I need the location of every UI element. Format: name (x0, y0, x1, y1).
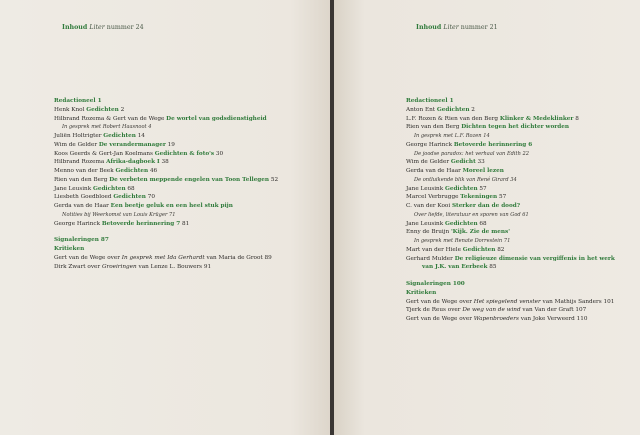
toc-review (54, 263, 324, 272)
entry-title: Betoverde herinnering 7 (101, 220, 181, 227)
entry-title: Klinker & Medeklinker (499, 115, 574, 122)
section-title: Kritieken (54, 246, 85, 252)
page-number: 68 (479, 220, 487, 227)
toc-subtitle (406, 176, 636, 185)
reviewed-work-author: van Van der Graft (522, 307, 574, 314)
entry-subtitle: In gesprek met Robert Haasnoot (62, 124, 147, 131)
toc-entry (406, 106, 636, 115)
page-number: 52 (270, 176, 279, 183)
reviewed-work-author: van Lenze L. Bouwers (138, 263, 203, 270)
entry-author: Wim de Gelder (406, 159, 450, 166)
entry-title: Gedichten (86, 106, 119, 113)
entry-title: Gedichten (92, 185, 126, 192)
entry-title: De verandermanager (98, 141, 166, 148)
entry-title: Gedichten (103, 133, 136, 139)
toc-entry (54, 220, 324, 229)
entry-author: Jane Leusink (406, 220, 444, 227)
toc-entry (406, 228, 636, 237)
page-number: 101 (603, 298, 615, 305)
toc-subtitle (54, 211, 324, 220)
section-title: Redactioneel (406, 98, 448, 104)
page-number: 14 (483, 133, 490, 139)
entry-author: Koos Geerds & Gert-Jan Koelmans (54, 150, 153, 157)
toc-section-heading (406, 289, 636, 298)
toc-entry (406, 185, 636, 194)
page-number: 82 (497, 246, 505, 253)
toc-entry (54, 150, 324, 159)
reviewed-work-author: van Maria de Groot (206, 254, 263, 261)
toc-subtitle (406, 211, 636, 220)
entry-title: Gedichten (462, 246, 496, 253)
review-author: Gert van de Wege (406, 316, 458, 322)
entry-title: Gedichten (444, 220, 478, 227)
review-connector: over (459, 298, 472, 305)
entry-author: Menno van der Beek (54, 168, 114, 174)
reviewed-work-author: van Joke Verweerd (520, 316, 575, 322)
page-number: 38 (161, 159, 169, 166)
review-author: Gert van de Wege (406, 298, 458, 305)
reviewed-work: De weg van de wind (462, 307, 521, 314)
reviewed-work: Het spiegelend venster (473, 298, 541, 305)
page-number: 107 (575, 307, 587, 314)
toc-section-heading (54, 97, 324, 106)
review-author: Dirk Zwart (54, 263, 86, 270)
entry-author: Hilbrand Rozema (54, 159, 105, 166)
entry-author: Wim de Gelder (54, 141, 98, 148)
reviewed-work: In gesprek met Ida Gerhardt (121, 254, 205, 261)
entry-subtitle: In gesprek met L.F. Rozen (414, 133, 482, 139)
toc-review (54, 254, 324, 263)
header-issue: nummer 21 (460, 24, 498, 31)
entry-author: C. van der Kooi (406, 203, 451, 209)
entry-author: Gerda van de Haar (54, 203, 109, 209)
page-number: 100 (452, 281, 465, 287)
toc-subtitle (406, 132, 636, 141)
page-number: 33 (477, 159, 485, 166)
entry-title: Gedichten (113, 194, 146, 201)
entry-title: De verbeten meppende engelen van Toon Tellegen (109, 176, 270, 183)
entry-title: Tekeningen (460, 194, 498, 201)
toc-entry (406, 167, 636, 176)
entry-subtitle: De joodse paradox: het verhaal van Edith (414, 150, 521, 157)
header-label: Inhoud (62, 24, 88, 31)
section-title: Signaleringen (406, 281, 451, 287)
page-number: 2 (120, 106, 125, 113)
toc-subtitle (54, 123, 324, 132)
entry-subtitle: Over liefde, literatuur en sporen van God (414, 211, 521, 218)
toc-review (406, 306, 636, 315)
page-number: 68 (127, 185, 135, 192)
entry-title: Een beetje geluk en een heel stuk pijn (110, 203, 233, 209)
toc-section-heading (406, 280, 636, 289)
page-number: 89 (264, 254, 272, 261)
entry-author: Henk Knol (54, 106, 85, 113)
toc-entry (54, 185, 324, 194)
toc-entry (406, 246, 636, 255)
toc-entry (54, 202, 324, 211)
page-number: 22 (522, 150, 529, 157)
page-number: 34 (510, 176, 517, 183)
entry-author: George Harinck (54, 220, 101, 227)
section-title: Kritieken (406, 289, 437, 296)
entry-title: Gedichten (115, 168, 149, 174)
entry-title: Betoverde herinnering 6 (453, 141, 533, 148)
reviewed-work: Groeiringen (101, 263, 137, 270)
page-number: 2 (471, 106, 475, 113)
right-page-header (416, 24, 498, 31)
page-number: 91 (203, 263, 212, 270)
entry-title: Gedichten & foto's (154, 150, 215, 157)
toc-entry (406, 193, 636, 202)
entry-title: De religieuze dimensie van vergiffenis in het werk (454, 255, 615, 262)
toc-entry (54, 141, 324, 150)
entry-subtitle: In gesprek met Renate Dorrestein (414, 238, 503, 244)
toc-entry (406, 115, 636, 124)
section-title: Signaleringen (54, 237, 99, 244)
entry-author: Rien van den Berg (54, 176, 108, 183)
toc-entry (54, 115, 324, 124)
toc-entry (406, 158, 636, 167)
right-page (334, 0, 640, 435)
entry-title: De wortel van godsdienstigheid (166, 115, 267, 122)
entry-subtitle: Notities bij Weerkomst van Louis Krüger (62, 211, 168, 218)
entry-author: Liesbeth Goedbloed (54, 194, 112, 201)
review-connector: over (107, 254, 120, 261)
entry-title: 'Kijk. Zie de mens' (450, 229, 510, 236)
entry-title: Gedichten (444, 185, 478, 192)
section-spacer (406, 272, 636, 280)
page-number: 57 (479, 185, 487, 192)
review-connector: over (87, 263, 101, 270)
header-journal: Liter (443, 24, 459, 31)
section-title: Redactioneel (54, 98, 96, 104)
toc-entry (406, 220, 636, 229)
toc-entry (406, 123, 636, 132)
entry-author: Juliën Holtrigter (54, 133, 102, 139)
page-number: 4 (148, 124, 152, 131)
entry-subtitle: De ontluikende blik van René Girard (414, 176, 509, 183)
page-number: 71 (169, 211, 176, 218)
page-number: 87 (100, 237, 109, 244)
entry-title: Gedicht (450, 159, 476, 166)
section-spacer (54, 228, 324, 236)
toc-section-heading (406, 97, 636, 106)
page-number: 71 (503, 238, 511, 244)
header-journal: Liter (89, 24, 105, 31)
entry-title: van J.K. van Eerbeek (422, 264, 488, 271)
toc-subtitle (406, 237, 636, 246)
page-number: 70 (147, 194, 155, 201)
header-issue: nummer 24 (106, 24, 144, 31)
entry-title: Moreel lezen (462, 168, 504, 174)
toc-subtitle (406, 150, 636, 159)
left-table-of-contents (54, 97, 324, 271)
toc-section-heading (54, 236, 324, 245)
page-number: 81 (182, 220, 190, 227)
toc-entry (54, 106, 324, 115)
toc-entry (54, 193, 324, 202)
toc-entry (406, 255, 636, 264)
toc-entry-continuation (406, 263, 636, 272)
toc-entry (54, 132, 324, 141)
review-connector: over (459, 316, 472, 322)
toc-entry (54, 176, 324, 185)
entry-title: Gedichten (436, 106, 470, 113)
entry-author: Mart van der Hiele (406, 246, 461, 253)
reviewed-work-author: van Mathijs Sanders (542, 298, 602, 305)
page-number: 85 (489, 264, 497, 271)
page-number: 46 (149, 168, 158, 174)
toc-review (406, 298, 636, 307)
entry-author: Gerhard Mulder (406, 255, 453, 262)
header-label: Inhoud (416, 24, 442, 31)
toc-review (406, 315, 636, 324)
entry-author: Anton Ent (406, 106, 436, 113)
page-number: 57 (499, 194, 507, 201)
entry-author: Jane Leusink (406, 185, 444, 192)
toc-entry (406, 141, 636, 150)
page-number: 8 (575, 115, 579, 122)
toc-entry (54, 158, 324, 167)
page-number: 19 (167, 141, 175, 148)
entry-author: George Harinck (406, 141, 453, 148)
reviewed-work: Wapenbroeders (473, 316, 519, 322)
review-author: Tjerk de Reus (406, 307, 446, 314)
page-number: 1 (97, 98, 102, 104)
entry-author: Rien van den Berg (406, 124, 460, 131)
entry-author: Gerda van de Haar (406, 168, 461, 174)
entry-title: Afrika-dagboek I (106, 159, 160, 166)
left-page-header (62, 24, 144, 31)
page-number: 110 (576, 316, 588, 322)
page-number: 30 (215, 150, 224, 157)
toc-entry (54, 167, 324, 176)
entry-author: Enny de Bruijn (406, 229, 450, 236)
entry-author: Jane Leusink (54, 185, 92, 192)
page-number: 1 (449, 98, 454, 104)
entry-author: Hilbrand Rozema & Gert van de Wege (54, 115, 165, 122)
entry-title: Sterker dan de dood? (451, 203, 521, 209)
page-number: 14 (137, 133, 145, 139)
right-table-of-contents (406, 97, 636, 324)
entry-title: Dichten tegen het dichter worden (461, 124, 569, 131)
entry-author: L.F. Rozen & Rien van den Berg (406, 115, 499, 122)
page-number: 61 (522, 211, 529, 218)
entry-author: Marcel Verbrugge (406, 194, 459, 201)
review-author: Gert van de Wege (54, 254, 106, 261)
toc-entry (406, 202, 636, 211)
toc-section-heading (54, 245, 324, 254)
review-connector: over (447, 307, 461, 314)
